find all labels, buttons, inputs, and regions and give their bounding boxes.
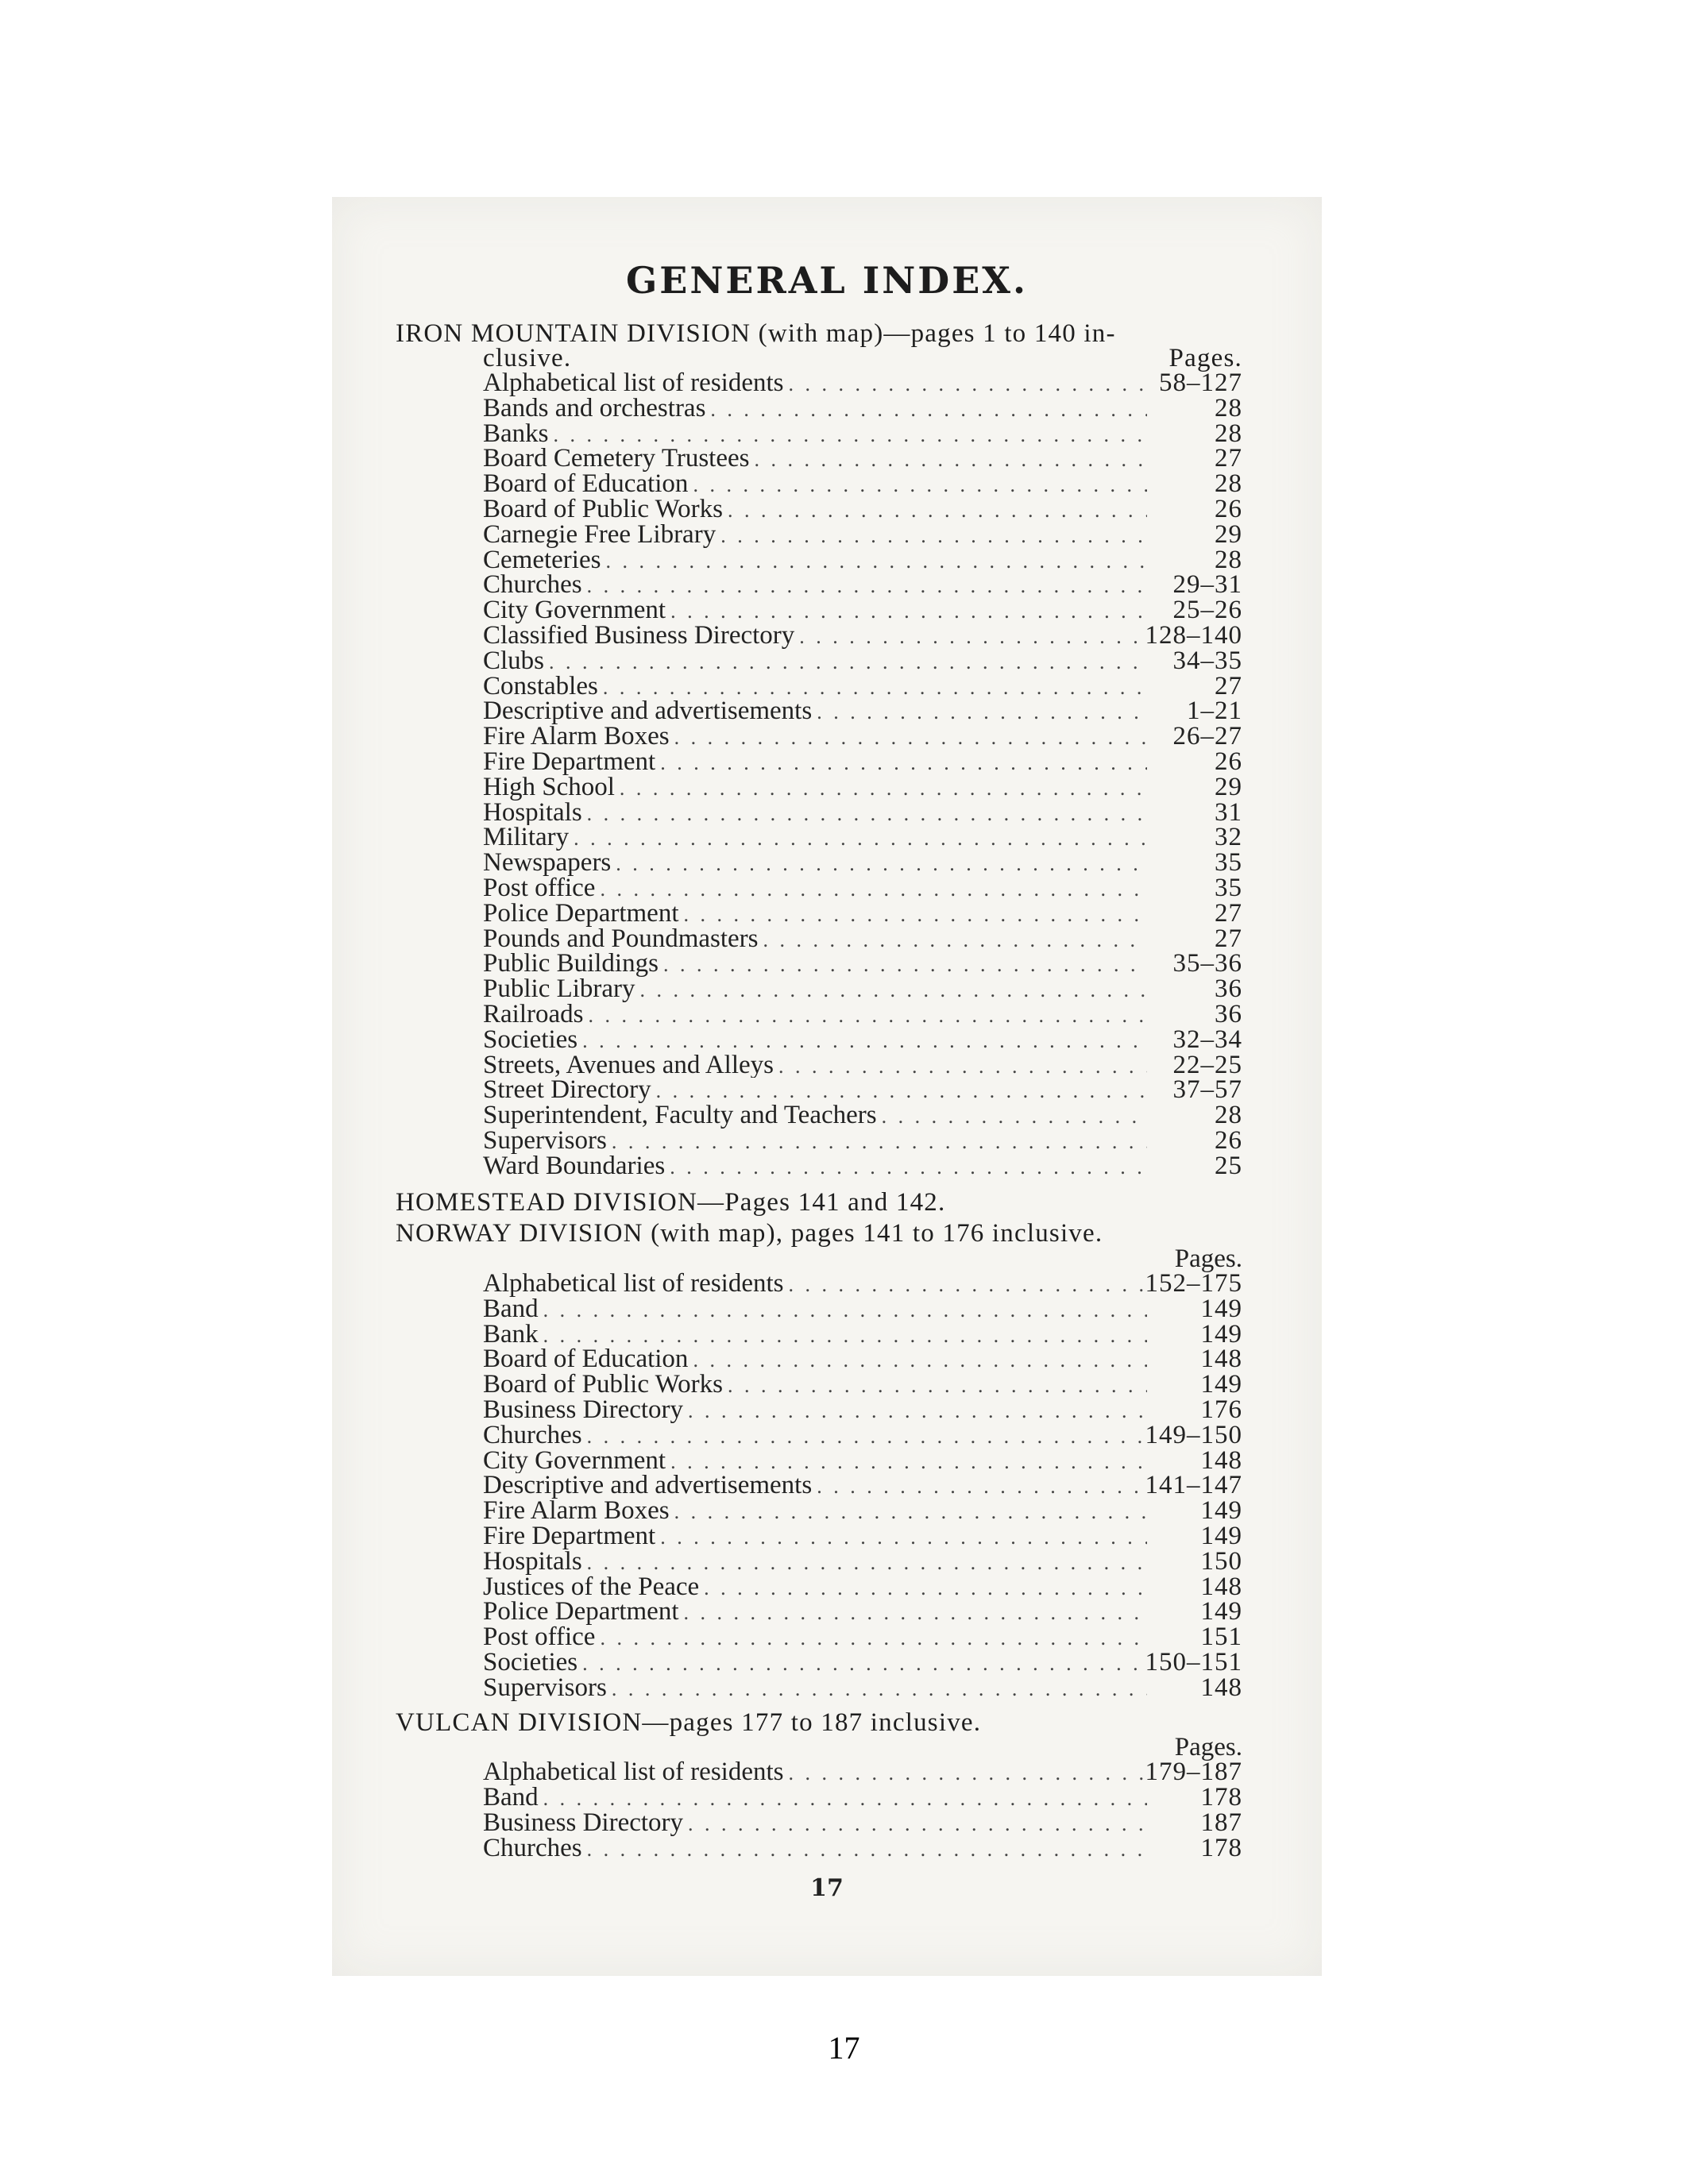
entry-label: Superintendent, Faculty and Teachers [483,1103,877,1129]
index-entry [483,1785,1242,1811]
entry-pages: 187 [1200,1811,1242,1836]
entry-pages: 29 [1215,774,1242,801]
entry-pages: 1–21 [1187,699,1242,725]
dot-leader [684,902,1147,927]
dot-leader [817,700,1147,724]
dot-leader [640,978,1147,1002]
dot-leader [670,1449,1147,1474]
entry-label: Descriptive and advertisements [483,699,813,725]
dot-leader [660,1525,1147,1549]
dot-leader [620,776,1147,801]
dot-leader [549,650,1147,674]
entry-pages: 176 [1200,1398,1242,1423]
entry-pages: 31 [1215,800,1242,826]
index-entry [483,649,1242,674]
entry-label: Hospitals [483,1549,582,1575]
vulcan-entries [396,1760,1242,1861]
entry-label: Pounds and Poundmasters [483,926,759,952]
iron-mountain-entries [396,371,1242,1179]
entry-pages: 149 [1200,1296,1242,1322]
entry-label: Band [483,1296,539,1322]
dot-leader [587,1837,1147,1862]
index-entry [483,927,1242,952]
index-entry [483,1599,1242,1625]
entry-label: Alphabetical list of residents [483,1760,784,1786]
index-entry [483,446,1242,472]
entry-label: Newspapers [483,851,612,876]
entry-label: Supervisors [483,1675,607,1701]
index-entry [483,1473,1242,1499]
index-entry [483,1499,1242,1524]
index-entry [483,472,1242,497]
index-entry [483,1676,1242,1701]
dot-leader [588,1003,1147,1028]
entry-label: Classified Business Directory [483,623,795,649]
iron-mountain-heading: IRON MOUNTAIN DIVISION (with map)—pages 1 to 140 in- [396,319,1116,348]
dot-leader [778,1054,1147,1078]
index-entry [483,750,1242,775]
iron-mountain-heading-line2: clusive. [483,344,572,372]
entry-label: Churches [483,1422,582,1449]
entry-label: Fire Department [483,1524,656,1549]
index-entry [483,1398,1242,1423]
entry-label: Band [483,1785,539,1812]
dot-leader [763,928,1148,952]
iron-mountain-heading-cont [396,346,1242,371]
index-entry [483,1028,1242,1053]
index-entry [483,1129,1242,1154]
entry-pages: 149 [1200,1372,1242,1399]
vulcan-heading: VULCAN DIVISION—pages 177 to 187 inclusive. [396,1707,982,1737]
dot-leader [600,1626,1147,1650]
entry-pages: 148 [1200,1675,1242,1701]
entry-label: Carnegie Free Library [483,522,717,548]
entry-pages: 150–151 [1145,1650,1242,1676]
dot-leader [543,1298,1147,1322]
entry-pages: 27 [1215,901,1242,927]
dot-leader [693,473,1147,497]
index-entry [483,1002,1242,1028]
entry-label: Railroads [483,1001,584,1028]
index-entry [483,775,1242,801]
entry-pages: 128–140 [1145,623,1242,649]
dot-leader [605,549,1147,573]
entry-label: Fire Alarm Boxes [483,1499,670,1525]
index-entry [483,497,1242,523]
entry-pages: 35 [1215,875,1242,901]
dot-leader [587,801,1147,826]
entry-pages: 26 [1215,1128,1242,1154]
index-entry [483,674,1242,700]
entry-label: Street Directory [483,1078,651,1104]
entry-pages: 28 [1215,421,1242,447]
index-entry [483,1575,1242,1600]
entry-pages: 178 [1200,1785,1242,1812]
entry-pages: 149 [1200,1499,1242,1525]
entry-label: Descriptive and advertisements [483,1473,813,1499]
entry-label: Alphabetical list of residents [483,1271,784,1297]
entry-label: Police Department [483,901,679,927]
entry-label: Constables [483,673,598,700]
pages-column-label: Pages. [1174,1244,1242,1274]
dot-leader [670,599,1147,623]
index-entry [483,1103,1242,1129]
entry-pages: 149 [1200,1599,1242,1626]
dot-leader [612,1129,1147,1154]
entry-pages: 22–25 [1172,1052,1242,1078]
entry-pages: 178 [1200,1835,1242,1862]
index-entry [483,1053,1242,1078]
dot-leader [704,1576,1147,1600]
dot-leader [688,1812,1147,1836]
dot-leader [674,1499,1147,1524]
entry-pages: 37–57 [1172,1078,1242,1104]
index-entry [483,1760,1242,1785]
entry-pages: 28 [1215,1103,1242,1129]
entry-pages: 25–26 [1172,598,1242,623]
entry-pages: 29 [1215,522,1242,548]
dot-leader [670,1155,1147,1179]
index-entry [483,977,1242,1002]
dot-leader [674,725,1147,750]
index-entry [483,1297,1242,1322]
entry-label: Hospitals [483,800,582,826]
entry-pages: 149 [1200,1322,1242,1348]
index-content [396,321,1242,1862]
index-entry [483,573,1242,598]
dot-leader [582,1028,1147,1053]
index-entry [483,1347,1242,1372]
entry-pages: 148 [1200,1448,1242,1474]
dot-leader [789,1761,1145,1785]
entry-label: Ward Boundaries [483,1153,666,1179]
dot-leader [710,397,1147,422]
index-entry [483,876,1242,901]
entry-label: Supervisors [483,1128,607,1154]
entry-pages: 27 [1215,926,1242,952]
index-entry [483,1836,1242,1862]
entry-label: High School [483,774,615,801]
dot-leader [663,952,1147,977]
entry-label: Societies [483,1027,578,1053]
entry-label: Societies [483,1650,578,1676]
pages-column-label: Pages. [1168,344,1242,372]
index-entry [483,1549,1242,1575]
entry-label: Justices of the Peace [483,1574,700,1600]
entry-pages: 148 [1200,1574,1242,1600]
dot-leader [789,1272,1145,1297]
entry-label: City Government [483,598,666,623]
index-entry [483,422,1242,447]
dot-leader [587,1424,1145,1449]
dot-leader [616,851,1147,876]
entry-label: Public Buildings [483,951,659,978]
dot-leader [543,1323,1147,1348]
entry-pages: 26 [1215,496,1242,523]
pages-column-label: Pages. [1174,1733,1242,1762]
entry-pages: 150 [1200,1549,1242,1575]
entry-label: Bank [483,1322,539,1348]
entry-label: Public Library [483,977,635,1002]
dot-leader [587,1550,1147,1575]
entry-label: Business Directory [483,1811,684,1836]
dot-leader [754,447,1147,472]
index-entry [483,523,1242,548]
index-entry [483,825,1242,851]
index-entry [483,1372,1242,1398]
entry-label: Board of Public Works [483,496,723,523]
entry-pages: 36 [1215,1001,1242,1028]
entry-label: Board Cemetery Trustees [483,446,750,473]
entry-pages: 151 [1200,1625,1242,1651]
index-entry [483,1650,1242,1676]
dot-leader [728,498,1147,523]
dot-leader [554,423,1148,447]
entry-pages: 179–187 [1145,1760,1242,1786]
entry-label: Bands and orchestras [483,396,706,422]
dot-leader [612,1677,1147,1701]
entry-pages: 152–175 [1145,1271,1242,1297]
entry-label: Churches [483,1835,582,1862]
entry-pages: 28 [1215,396,1242,422]
entry-label: Board of Education [483,472,689,497]
index-entry [483,598,1242,623]
page-title: GENERAL INDEX. [626,259,1028,302]
entry-pages: 28 [1215,547,1242,573]
scanned-page [332,197,1322,1976]
index-entry [483,1625,1242,1650]
entry-pages: 28 [1215,472,1242,497]
dot-leader [789,372,1148,396]
entry-pages: 34–35 [1172,648,1242,674]
index-entry [483,623,1242,649]
dot-leader [603,675,1147,700]
entry-pages: 148 [1200,1347,1242,1373]
index-entry [483,901,1242,927]
entry-label: Board of Public Works [483,1372,723,1399]
dot-leader [684,1600,1147,1625]
index-entry [483,1811,1242,1836]
entry-label: Military [483,825,570,851]
index-entry [483,1524,1242,1549]
entry-label: Alphabetical list of residents [483,371,784,396]
page-number: 17 [828,2030,860,2066]
entry-pages: 27 [1215,673,1242,700]
index-entry [483,951,1242,977]
entry-pages: 36 [1215,977,1242,1002]
homestead-heading: HOMESTEAD DIVISION—Pages 141 and 142. [396,1187,946,1217]
entry-label: Streets, Avenues and Alleys [483,1052,774,1078]
index-entry [483,851,1242,876]
dot-leader [587,573,1147,598]
entry-label: Business Directory [483,1398,684,1423]
entry-pages: 35 [1215,851,1242,876]
entry-pages: 32–34 [1172,1027,1242,1053]
entry-label: Fire Department [483,749,656,775]
entry-pages: 26 [1215,749,1242,775]
dot-leader [720,523,1147,548]
entry-label: Police Department [483,1599,679,1626]
entry-pages: 149–150 [1145,1422,1242,1449]
index-entry [483,801,1242,826]
entry-label: Board of Education [483,1347,689,1373]
entry-pages: 35–36 [1172,951,1242,978]
index-entry [483,548,1242,573]
entry-label: Fire Alarm Boxes [483,724,670,750]
entry-label: Churches [483,573,582,599]
entry-pages: 141–147 [1145,1473,1242,1499]
index-entry [483,699,1242,724]
dot-leader [817,1474,1145,1499]
dot-leader [660,751,1147,775]
dot-leader [693,1348,1147,1372]
entry-label: Banks [483,421,549,447]
index-entry [483,396,1242,422]
entry-pages: 26–27 [1172,724,1242,750]
entry-label: Post office [483,1625,596,1651]
entry-pages: 149 [1200,1524,1242,1549]
dot-leader [582,1651,1145,1676]
index-entry [483,371,1242,396]
entry-pages: 27 [1215,446,1242,473]
entry-label: Cemeteries [483,547,601,573]
dot-leader [574,826,1147,851]
index-entry [483,1078,1242,1103]
dot-leader [600,877,1147,901]
dot-leader [728,1373,1147,1398]
entry-pages: 58–127 [1159,371,1242,396]
norway-heading: NORWAY DIVISION (with map), pages 141 to 176 inclusive. [396,1219,1103,1248]
entry-pages: 29–31 [1172,573,1242,599]
norway-entries [396,1271,1242,1701]
scan-folio-number: 17 [810,1874,844,1902]
dot-leader [543,1786,1147,1811]
index-entry [483,1423,1242,1449]
entry-label: City Government [483,1448,666,1474]
dot-leader [688,1399,1147,1423]
entry-label: Clubs [483,648,545,674]
entry-label: Post office [483,875,596,901]
entry-pages: 32 [1215,825,1242,851]
index-entry [483,1449,1242,1474]
entry-pages: 25 [1215,1153,1242,1179]
index-entry [483,1154,1242,1179]
index-entry [483,1271,1242,1297]
dot-leader [799,624,1145,649]
dot-leader [882,1104,1147,1129]
index-entry [483,1322,1242,1348]
index-entry [483,724,1242,750]
dot-leader [656,1078,1147,1103]
